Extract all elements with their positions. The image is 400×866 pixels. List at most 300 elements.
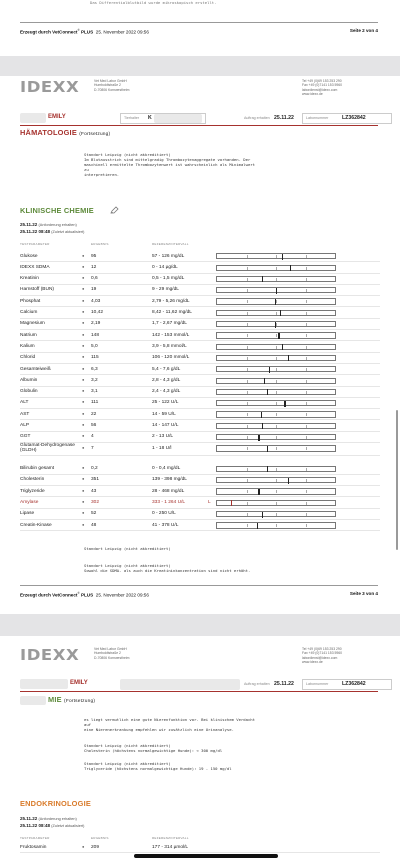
param-name: IDEXX SDMA — [20, 264, 50, 270]
range-tick — [247, 255, 248, 258]
range-tick — [247, 312, 248, 315]
param-name: Calcium — [20, 310, 38, 315]
range-bar — [216, 434, 336, 440]
range-tick — [276, 502, 277, 505]
footer-generated-2: Erzeugt durch VetConnect® PLUS 25. November 2022 09:56 — [20, 591, 149, 598]
param-name: Magnesium — [20, 321, 45, 327]
table-row — [20, 409, 380, 420]
range-tick — [247, 436, 248, 439]
result-marker — [275, 299, 276, 305]
note-dot: ● — [82, 510, 85, 516]
range-bar — [216, 445, 336, 451]
owner-label: Tierhalter — [124, 116, 140, 120]
home-indicator[interactable] — [134, 854, 278, 858]
result-marker — [290, 265, 291, 271]
param-range: 2,79 - 5,26 mg/dL — [152, 298, 190, 304]
page-2-fragment — [6, 0, 392, 56]
result-marker — [282, 344, 283, 350]
range-tick — [247, 479, 248, 482]
param-name: Triglyzeride — [20, 488, 45, 494]
param-name: Creatin-Kinase — [20, 522, 52, 528]
result-marker — [264, 378, 265, 384]
patient-name-2: EMILY — [70, 680, 88, 686]
param-range: 2,8 - 4,3 g/dL — [152, 377, 181, 383]
redacted-title — [20, 696, 46, 705]
note-dot: ● — [82, 309, 85, 314]
range-tick — [306, 289, 307, 292]
range-tick — [306, 255, 307, 258]
note-dot: ● — [82, 444, 85, 450]
range-tick — [306, 391, 307, 394]
chemie-title: KLINISCHE CHEMIE — [20, 206, 94, 215]
param-name: Gesamteiweiß — [20, 366, 51, 372]
param-value: 302 — [91, 500, 100, 505]
range-bar — [216, 477, 336, 483]
table-row — [20, 520, 380, 531]
range-tick — [276, 255, 277, 258]
param-value: 0,6 — [91, 276, 98, 282]
order-date-2: 25.11.22 — [274, 680, 294, 687]
labnr-label-2: Labornummer — [306, 682, 329, 686]
param-name: Glutamat-Dehydrogenase (GLDH) — [20, 443, 75, 454]
page-3 — [6, 76, 392, 614]
range-bar — [216, 310, 336, 316]
table-row — [20, 251, 380, 262]
range-tick — [276, 278, 277, 281]
param-value: 52 — [91, 511, 97, 517]
param-name: GGT — [20, 434, 31, 440]
note-dot: ● — [82, 410, 85, 416]
range-tick — [276, 468, 277, 471]
range-tick — [276, 513, 277, 516]
param-name: Chlorid — [20, 355, 36, 361]
param-range: 14 - 59 U/L — [152, 411, 176, 417]
param-value: 56 — [91, 423, 97, 428]
range-tick — [306, 312, 307, 315]
range-tick — [306, 323, 307, 326]
note-dot: ● — [82, 476, 85, 482]
param-range: 25 - 122 U/L — [152, 400, 179, 406]
result-marker — [262, 423, 263, 429]
param-value: 111 — [91, 400, 99, 406]
range-tick — [306, 468, 307, 471]
range-tick — [306, 447, 307, 450]
patient-bar — [20, 112, 378, 126]
param-name: ALT — [20, 400, 29, 406]
table-row — [20, 387, 380, 398]
kidney-note: es liegt vermutlich eine gute Nierenfunktion vor. Bei klinischem Verdacht auf eine Nierenerkrankung empfehlen wir zusätzlich eine Urinanalyse. — [84, 717, 255, 732]
haematologie-note: Standort Leipzig (nicht akkreditiert) Im Blutausstrich sind mittelgradig Thrombozytenaggregate vorhanden. Der maschinell ermittelte Thrombozytenwert ist wahrscheinlich als Minimalwert zu interpretieren. — [84, 152, 255, 177]
param-range: 3,9 - 5,8 mmol/L — [152, 343, 187, 349]
range-bar — [216, 488, 336, 494]
range-bar — [216, 355, 336, 361]
table-row — [20, 509, 380, 520]
range-tick — [306, 425, 307, 428]
range-bar — [216, 522, 336, 528]
order-label-2: Auftrag erhalten — [244, 682, 270, 686]
note-dot: ● — [82, 263, 85, 269]
param-name: Glukose — [20, 253, 38, 259]
endo-col-result: ERGEBNIS — [91, 836, 109, 840]
range-tick — [306, 300, 307, 303]
param-range: 9 - 29 mg/dL — [152, 287, 179, 293]
range-tick — [306, 413, 307, 416]
endo-col-test: TESTPARAMETER — [20, 836, 50, 840]
range-tick — [306, 513, 307, 516]
idexx-logo-2: IDEXX — [20, 646, 80, 664]
lab-contact: Tel +49 (0)69 153 253 290 Fax +49 (0)7141 153 5960 labordienst@idexx.com www.idexx.de — [302, 79, 343, 96]
result-marker — [257, 523, 258, 529]
param-name: Lipase — [20, 511, 35, 517]
endo-date-received: 25.11.22 (Anforderung erhalten) — [20, 816, 77, 821]
param-value: 148 — [91, 332, 100, 338]
table-row — [20, 486, 380, 497]
range-tick — [276, 402, 277, 405]
range-tick — [306, 334, 307, 337]
footer-generated: Erzeugt durch VetConnect® PLUS 25. November 2022 09:56 — [20, 28, 149, 35]
param-name: Kreatinin — [20, 276, 39, 282]
labnr-label: Labornummer — [306, 116, 329, 120]
table-row — [20, 353, 380, 364]
range-bar — [216, 366, 336, 372]
range-bar — [216, 253, 336, 259]
table-row — [20, 341, 380, 352]
page-gap — [0, 56, 400, 76]
param-name: Natrium — [20, 332, 37, 338]
note-dot: ● — [82, 286, 85, 292]
table-row — [20, 296, 380, 307]
redacted-area-2 — [20, 679, 68, 689]
edit-icon — [110, 206, 119, 214]
range-tick — [247, 368, 248, 371]
range-bar — [216, 265, 336, 271]
note-dot: ● — [82, 388, 85, 394]
range-tick — [306, 346, 307, 349]
note-dot: ● — [82, 320, 85, 326]
result-marker — [231, 500, 232, 506]
note-dot: ● — [82, 297, 85, 303]
range-tick — [247, 323, 248, 326]
param-value: 22 — [91, 411, 97, 417]
range-bar — [216, 298, 336, 304]
range-tick — [276, 524, 277, 527]
note-dot: ● — [82, 376, 85, 382]
range-tick — [276, 413, 277, 416]
param-value: 95 — [91, 253, 97, 259]
diff-note: Das Differentialblutbild wurde mikroskopisch erstellt. — [90, 0, 217, 5]
range-bar — [216, 276, 336, 282]
result-marker — [267, 446, 268, 452]
redacted-area — [20, 113, 46, 123]
low-flag: L — [208, 500, 211, 505]
range-tick — [306, 502, 307, 505]
footer-divider-2 — [20, 585, 378, 586]
result-marker — [276, 288, 277, 294]
table-row — [20, 475, 380, 486]
param-value: 6,3 — [91, 366, 98, 372]
param-range: 0 - 14 µg/dL — [152, 264, 178, 270]
range-tick — [247, 357, 248, 360]
param-range: 139 - 398 mg/dL — [152, 477, 187, 483]
range-tick — [276, 436, 277, 439]
labnr-value-2: LZ362842 — [342, 680, 366, 687]
result-marker — [269, 367, 270, 373]
param-range: 106 - 120 mmol/L — [152, 355, 190, 361]
labnr-value: LZ362842 — [342, 114, 366, 121]
note-dot: ● — [82, 433, 85, 439]
range-tick — [247, 334, 248, 337]
param-range: 142 - 153 mmol/L — [152, 332, 190, 338]
param-name: Albumin — [20, 377, 38, 383]
note-dot: ● — [82, 342, 85, 348]
param-value: 5,0 — [91, 343, 98, 349]
range-tick — [247, 502, 248, 505]
result-marker — [275, 322, 276, 328]
param-range: 0 - 0,4 mg/dL — [152, 466, 181, 472]
table-row — [20, 364, 380, 375]
note-dot: ● — [82, 399, 85, 405]
range-tick — [276, 368, 277, 371]
param-range: 2 - 13 U/L — [152, 434, 174, 440]
table-row — [20, 498, 380, 509]
param-value: 4 — [91, 434, 94, 440]
param-value: 48 — [91, 522, 97, 528]
note-dot: ● — [82, 252, 85, 258]
range-tick — [247, 346, 248, 349]
param-value: 351 — [91, 477, 100, 483]
note-dot: ● — [82, 275, 85, 281]
range-tick — [306, 490, 307, 493]
col-head-result: ERGEBNIS — [91, 242, 109, 246]
table-row — [20, 432, 380, 443]
table-row — [20, 319, 380, 330]
range-tick — [247, 380, 248, 383]
lab-address-2: Vet Med Labor GmbH Humboldtstraße 2 D-70806 Kornwestheim — [94, 647, 130, 660]
range-tick — [306, 479, 307, 482]
footer-divider — [20, 22, 378, 23]
note-dot: ● — [82, 354, 85, 360]
patient-bar-2 — [20, 678, 378, 692]
range-tick — [276, 447, 277, 450]
range-tick — [247, 447, 248, 450]
table-row — [20, 398, 380, 409]
note-dot: ● — [82, 465, 85, 471]
range-bar — [216, 287, 336, 293]
param-range: 1,7 - 2,67 mg/dL — [152, 321, 187, 327]
table-row — [20, 274, 380, 285]
chemie-note-1: Standort Leipzig (nicht akkreditiert) — [84, 546, 171, 551]
order-date: 25.11.22 — [274, 114, 294, 121]
param-range: 0,5 - 1,5 mg/dL — [152, 276, 185, 282]
param-value: 0,2 — [91, 466, 98, 472]
param-value: 3,1 — [91, 389, 98, 395]
range-tick — [247, 524, 248, 527]
param-name: ALP — [20, 423, 30, 428]
param-value: 12 — [91, 264, 97, 270]
footer-page-2: Seite 3 von 4 — [349, 591, 378, 596]
param-range: 14 - 147 U/L — [152, 423, 179, 428]
result-marker — [278, 333, 279, 339]
range-tick — [276, 479, 277, 482]
range-bar — [216, 344, 336, 350]
chemie-note-2: Standort Leipzig (nicht akkreditiert) Sowohl die SDMA- als auch die Kreatininkonzentration sind nicht erhöht. — [84, 563, 251, 573]
page-4 — [6, 636, 392, 866]
table-row — [20, 375, 380, 386]
param-value: 7 — [91, 445, 94, 451]
range-bar — [216, 321, 336, 327]
param-value: 2,19 — [91, 321, 101, 327]
chemie-date-updated: 25.11.22 08:48 (Zuletzt aktualisiert) — [20, 229, 85, 234]
range-bar — [216, 423, 336, 429]
patient-name: EMILY — [48, 114, 66, 120]
table-row — [20, 285, 380, 296]
table-row — [20, 421, 380, 432]
col-head-ref: REFERENZINTERVALL — [152, 242, 189, 246]
lab-address: Vet Med Labor GmbH Humboldtstraße 2 D-70806 Kornwestheim — [94, 79, 130, 92]
param-value: 4,03 — [91, 298, 101, 304]
param-name: Harnstoff (BUN) — [20, 287, 55, 293]
redacted-owner — [154, 114, 202, 123]
range-tick — [276, 490, 277, 493]
range-tick — [247, 402, 248, 405]
page-gap-2 — [0, 614, 400, 636]
order-label: Auftrag erhalten — [244, 116, 270, 120]
result-marker — [262, 276, 263, 282]
param-range: 57 - 126 mg/dL — [152, 253, 185, 259]
range-tick — [306, 368, 307, 371]
param-range: 0 - 250 U/L — [152, 511, 176, 517]
range-bar — [216, 466, 336, 472]
range-tick — [247, 468, 248, 471]
range-tick — [306, 380, 307, 383]
param-value: 115 — [91, 355, 99, 361]
scrollbar[interactable] — [396, 410, 399, 550]
result-marker — [261, 412, 262, 418]
result-marker — [258, 489, 259, 495]
param-range: 28 - 468 mg/dL — [152, 488, 185, 494]
param-range: 41 - 378 U/L — [152, 522, 179, 528]
range-tick — [247, 300, 248, 303]
param-value: 209 — [91, 844, 100, 850]
owner-value: K — [148, 114, 152, 121]
param-value: 43 — [91, 488, 97, 494]
range-tick — [276, 334, 277, 337]
result-marker — [267, 389, 268, 395]
param-name: Amylase — [20, 500, 39, 505]
range-tick — [306, 267, 307, 270]
result-marker — [258, 435, 259, 441]
param-range: 1 - 18 U/l — [152, 445, 172, 451]
note-dot: ● — [82, 843, 85, 849]
range-tick — [247, 425, 248, 428]
footer-page: Seite 2 von 4 — [349, 28, 378, 33]
range-tick — [276, 312, 277, 315]
range-tick — [276, 357, 277, 360]
param-value: 3,2 — [91, 377, 98, 383]
note-dot: ● — [82, 499, 85, 504]
endo-date-updated: 25.11.22 08:48 (Zuletzt aktualisiert) — [20, 823, 85, 828]
param-range: 8,42 - 11,62 mg/dL — [152, 310, 192, 315]
note-dot: ● — [82, 487, 85, 493]
range-tick — [276, 425, 277, 428]
param-range: 333 - 1 264 U/L — [152, 500, 186, 505]
param-name: Kalium — [20, 343, 35, 349]
idexx-logo: IDEXX — [20, 78, 80, 96]
range-tick — [306, 524, 307, 527]
range-tick — [276, 346, 277, 349]
note-dot: ● — [82, 365, 85, 371]
col-head-test: TESTPARAMETER — [20, 242, 50, 246]
endo-col-ref: REFERENZINTERVALL — [152, 836, 189, 840]
range-tick — [247, 289, 248, 292]
table-row — [20, 443, 380, 456]
cholesterol-note: Standort Leipzig (nicht akkreditiert) Cholesterin (höchstens normalgewichtige Hunde): < 300 mg/dl — [84, 743, 223, 753]
range-tick — [247, 513, 248, 516]
param-name: AST — [20, 411, 30, 417]
result-marker — [288, 355, 289, 361]
param-name: Bilirubin gesamt — [20, 466, 55, 472]
param-range: 2,4 - 4,3 g/dL — [152, 389, 181, 395]
range-bar — [216, 411, 336, 417]
table-row — [20, 464, 380, 475]
chemie-title-continued: MIE (Fortsetzung) — [48, 695, 96, 704]
param-name: Globulin — [20, 389, 38, 395]
note-dot: ● — [82, 521, 85, 527]
note-dot: ● — [82, 331, 85, 337]
range-bar — [216, 389, 336, 395]
range-bar — [216, 511, 336, 517]
range-tick — [247, 413, 248, 416]
param-range: 177 - 314 µmol/L — [152, 844, 189, 850]
result-marker — [282, 254, 283, 260]
range-bar — [216, 378, 336, 384]
range-tick — [247, 391, 248, 394]
param-name: Phosphat — [20, 298, 41, 304]
param-name: Fruktosamin — [20, 844, 47, 850]
range-tick — [306, 278, 307, 281]
range-tick — [276, 380, 277, 383]
chemie-date-received: 25.11.22 (Anforderung erhalten) — [20, 222, 77, 227]
result-marker — [288, 478, 289, 484]
result-marker — [262, 512, 263, 518]
range-tick — [276, 267, 277, 270]
table-row — [20, 262, 380, 273]
table-row — [20, 330, 380, 341]
haematologie-title: HÄMATOLOGIE (Fortsetzung) — [20, 128, 111, 137]
range-bar — [216, 500, 336, 506]
endo-title: ENDOKRINOLOGIE — [20, 799, 91, 808]
param-value: 10,42 — [91, 310, 104, 315]
range-bar — [216, 400, 336, 406]
param-name: Cholesterin — [20, 477, 45, 483]
range-bar — [216, 332, 336, 338]
range-tick — [306, 436, 307, 439]
param-range: 5,4 - 7,6 g/dL — [152, 366, 181, 372]
range-tick — [276, 391, 277, 394]
note-dot: ● — [82, 422, 85, 427]
result-marker — [280, 310, 281, 316]
range-tick — [247, 267, 248, 270]
lab-contact-2: Tel +49 (0)69 153 253 290 Fax +49 (0)7141 153 5960 labordienst@idexx.com www.idexx.de — [302, 647, 343, 664]
range-tick — [306, 357, 307, 360]
range-tick — [306, 402, 307, 405]
table-row — [20, 842, 380, 853]
range-tick — [247, 278, 248, 281]
result-marker — [267, 466, 268, 472]
result-marker — [284, 401, 285, 407]
redacted-owner-2 — [120, 679, 240, 690]
triglyceride-note: Standort Leipzig (nicht akkreditiert) Triglyceride (höchstens normalgewichtige Hunde): 19 - 150 mg/dl — [84, 761, 232, 771]
